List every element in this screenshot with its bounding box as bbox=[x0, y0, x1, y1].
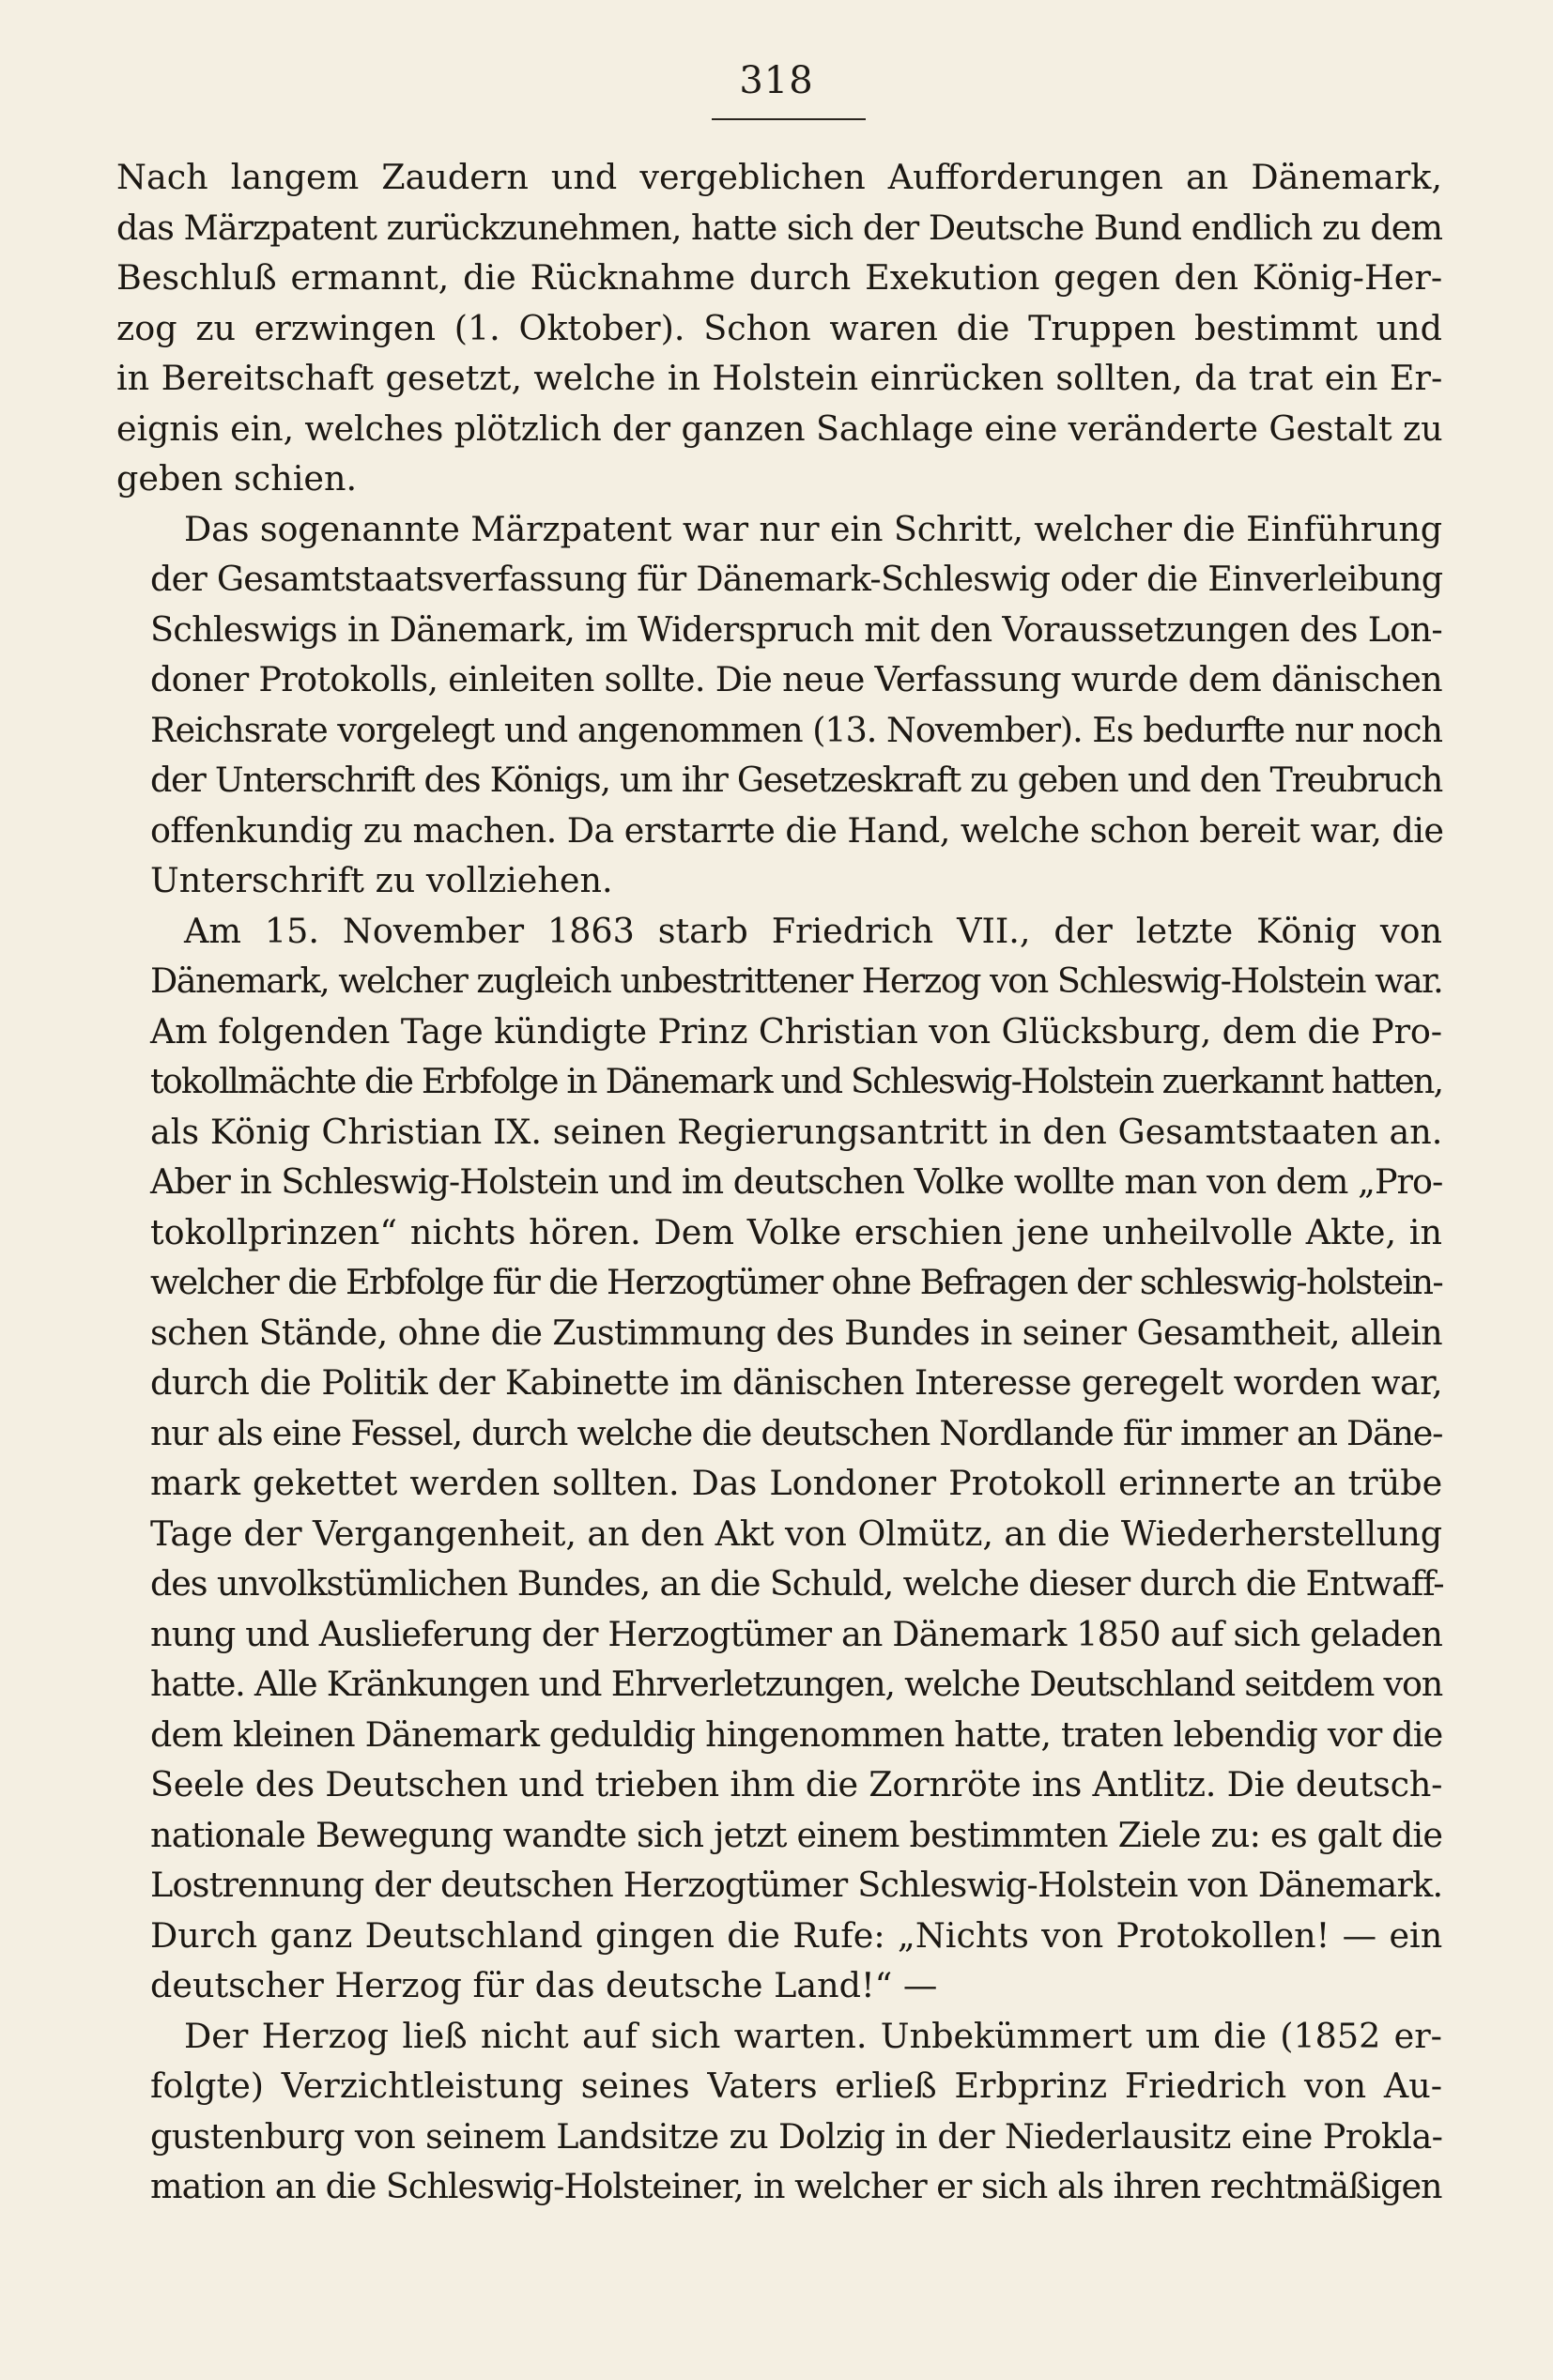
text-line: Beschluß ermannt, die Rücknahme durch Exekution gegen den König-Her- bbox=[116, 257, 1443, 298]
text-line: Tage der Vergangenheit, an den Akt von Olmütz, an die Wiederherstellung bbox=[150, 1512, 1442, 1554]
text-line: nationale Bewegung wandte sich jetzt einem bestimmten Ziele zu: es galt die bbox=[150, 1814, 1443, 1855]
text-line: Das sogenannte Märzpatent war nur ein Schritt, welcher die Einführung bbox=[184, 508, 1442, 549]
text-line: doner Protokolls, einleiten sollte. Die neue Verfassung wurde dem dänischen bbox=[150, 659, 1442, 699]
text-line: Durch ganz Deutschland gingen die Rufe: „Nichts von Protokollen! — ein bbox=[150, 1914, 1443, 1956]
text-line: Unterschrift zu vollziehen. bbox=[150, 860, 613, 900]
header-rule bbox=[712, 118, 866, 120]
paragraph bbox=[116, 152, 1442, 504]
text-line: Lostrennung der deutschen Herzogtümer Schleswig-Holstein von Dänemark. bbox=[150, 1865, 1443, 1905]
text-line: hatte. Alle Kränkungen und Ehrverletzungen, welche Deutschland seitdem von bbox=[150, 1664, 1442, 1704]
text-line: Schleswigs in Dänemark, im Widerspruch mit den Voraussetzungen des Lon- bbox=[150, 608, 1442, 650]
paragraph bbox=[116, 906, 1442, 2011]
text-line: folgte) Verzichtleistung seines Vaters erließ Erbprinz Friedrich von Au- bbox=[150, 2065, 1443, 2106]
text-line: deutscher Herzog für das deutsche Land!“ — bbox=[150, 1965, 938, 2005]
text-line: tokollprinzen“ nichts hören. Dem Volke erschien jene unheilvolle Akte, in bbox=[150, 1211, 1442, 1252]
text-line: geben schien. bbox=[116, 458, 358, 499]
text-line: Aber in Schleswig-Holstein und im deutschen Volke wollte man von dem „Pro- bbox=[150, 1161, 1443, 1202]
text-line: zog zu erzwingen (1. Oktober). Schon waren die Truppen bestimmt und bbox=[116, 307, 1442, 348]
text-line: welcher die Erbfolge für die Herzogtümer ohne Befragen der schleswig-holstein- bbox=[150, 1262, 1443, 1302]
text-line: der Gesamtstaatsverfassung für Dänemark-Schleswig oder die Einverleibung bbox=[150, 559, 1443, 599]
text-line: dem kleinen Dänemark geduldig hingenommen hatte, traten lebendig vor die bbox=[150, 1713, 1443, 1755]
text-line: mation an die Schleswig-Holsteiner, in welcher er sich als ihren rechtmäßigen bbox=[150, 2166, 1442, 2206]
page-header bbox=[0, 58, 1553, 103]
text-line: Nach langem Zaudern und vergeblichen Aufforderungen an Dänemark, bbox=[116, 157, 1442, 197]
text-line: nur als eine Fessel, durch welche die deutschen Nordlande für immer an Däne- bbox=[150, 1412, 1443, 1453]
text-line: Am folgenden Tage kündigte Prinz Christian von Glücksburg, dem die Pro- bbox=[150, 1010, 1443, 1052]
text-line: Am 15. November 1863 starb Friedrich VII., der letzte König von bbox=[184, 910, 1442, 951]
paragraph bbox=[116, 504, 1442, 906]
text-line: als König Christian IX. seinen Regierungsantritt in den Gesamtstaaten an. bbox=[150, 1111, 1443, 1152]
text-line: eignis ein, welches plötzlich der ganzen Sachlage eine veränderte Gestalt zu bbox=[116, 407, 1443, 449]
page-number: 318 bbox=[739, 59, 814, 102]
text-line: tokollmächte die Erbfolge in Dänemark und Schleswig-Holstein zuerkannt hatten, bbox=[150, 1061, 1443, 1101]
text-line: Dänemark, welcher zugleich unbestrittener Herzog von Schleswig-Holstein war. bbox=[150, 960, 1443, 1001]
text-line: Seele des Deutschen und trieben ihm die Zornröte ins Antlitz. Die deutsch- bbox=[150, 1764, 1443, 1804]
text-line: Reichsrate vorgelegt und angenommen (13. November). Es bedurfte nur noch bbox=[150, 709, 1442, 750]
text-line: in Bereitschaft gesetzt, welche in Holstein einrücken sollten, da trat ein Er- bbox=[116, 358, 1443, 398]
text-line: des unvolkstümlichen Bundes, an die Schuld, welche dieser durch die Entwaff- bbox=[150, 1563, 1444, 1604]
text-line: gustenburg von seinem Landsitze zu Dolzig in der Niederlausitz eine Prokla- bbox=[150, 2115, 1443, 2157]
text-line: Der Herzog ließ nicht auf sich warten. Unbekümmert um die (1852 er- bbox=[184, 2015, 1442, 2056]
text-line: nung und Auslieferung der Herzogtümer an Dänemark 1850 auf sich geladen bbox=[150, 1613, 1442, 1654]
text-line: offenkundig zu machen. Da erstarrte die Hand, welche schon bereit war, die bbox=[150, 809, 1444, 851]
text-line: mark gekettet werden sollten. Das Londoner Protokoll erinnerte an trübe bbox=[150, 1463, 1443, 1503]
text-line: durch die Politik der Kabinette im dänischen Interesse geregelt worden war, bbox=[150, 1362, 1442, 1403]
text-line: schen Stände, ohne die Zustimmung des Bundes in seiner Gesamtheit, allein bbox=[150, 1312, 1442, 1353]
body-text bbox=[116, 152, 1442, 2212]
text-line: der Unterschrift des Königs, um ihr Gesetzeskraft zu geben und den Treubruch bbox=[150, 760, 1442, 800]
paragraph bbox=[116, 2011, 1442, 2212]
text-line: das Märzpatent zurückzunehmen, hatte sich der Deutsche Bund endlich zu dem bbox=[116, 207, 1442, 248]
